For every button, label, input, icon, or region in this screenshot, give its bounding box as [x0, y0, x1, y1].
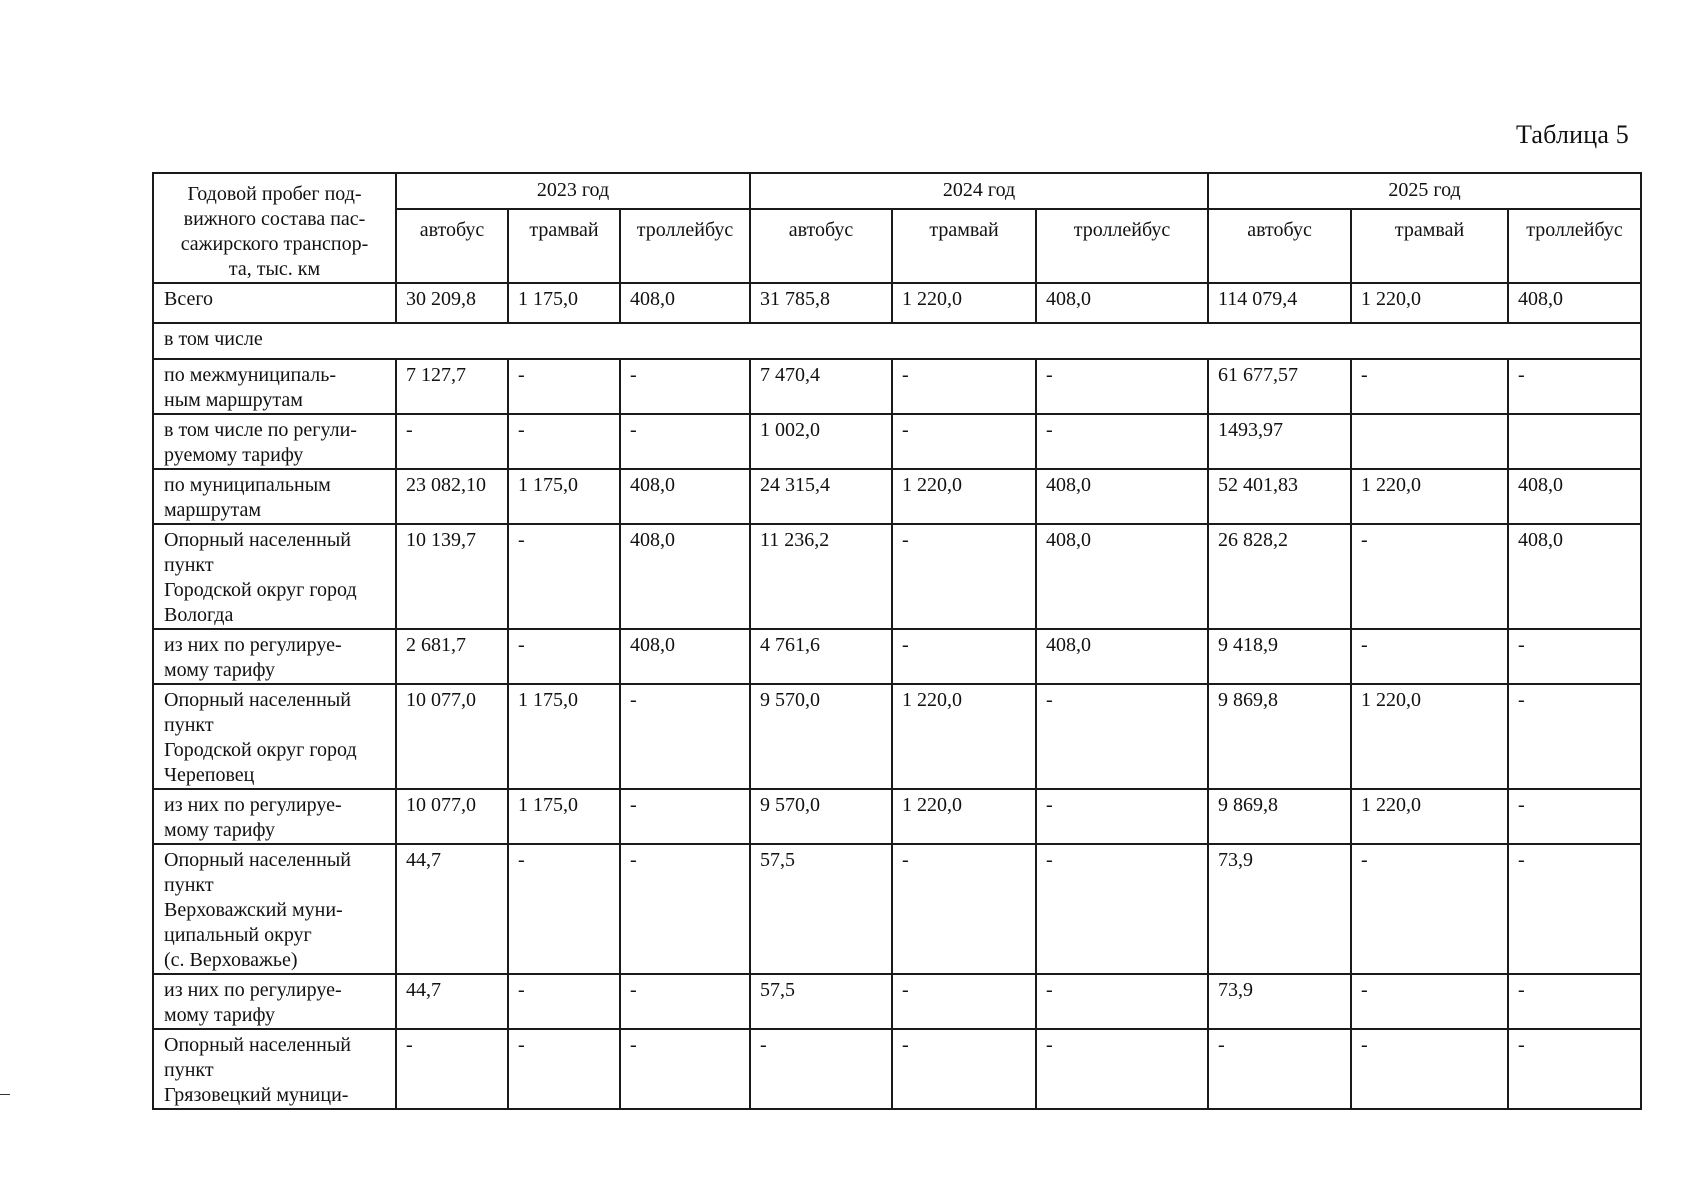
row-label: Опорный населенный пункт Грязовецкий муници-	[153, 1029, 396, 1109]
table-cell: 408,0	[620, 283, 750, 323]
table-row	[153, 359, 1641, 414]
table-cell: 7 127,7	[396, 359, 508, 414]
table-cell: -	[508, 414, 620, 469]
subcol-header: трамвай	[508, 209, 620, 283]
table-row	[153, 629, 1641, 684]
table-cell: 73,9	[1208, 974, 1351, 1029]
table-cell: -	[892, 524, 1036, 629]
table-row	[153, 789, 1641, 844]
year-header-2025: 2025 год	[1208, 173, 1641, 209]
table-cell: 1 175,0	[508, 283, 620, 323]
subcol-header: трамвай	[892, 209, 1036, 283]
table-cell: -	[620, 359, 750, 414]
table-cell: -	[750, 1029, 892, 1109]
table-cell: 114 079,4	[1208, 283, 1351, 323]
subcol-header: троллейбус	[1508, 209, 1641, 283]
table-cell: -	[508, 359, 620, 414]
table-cell: -	[620, 974, 750, 1029]
table-cell: -	[1351, 844, 1508, 974]
table-cell: 9 570,0	[750, 789, 892, 844]
table-cell: 10 139,7	[396, 524, 508, 629]
subcol-header: автобус	[1208, 209, 1351, 283]
table-cell: -	[1508, 629, 1641, 684]
table-cell: 1 175,0	[508, 469, 620, 524]
table-cell: 26 828,2	[1208, 524, 1351, 629]
table-cell: 73,9	[1208, 844, 1351, 974]
table-cell: 44,7	[396, 974, 508, 1029]
table-cell: 31 785,8	[750, 283, 892, 323]
table-row	[153, 414, 1641, 469]
table-cell: -	[620, 684, 750, 789]
table-cell: 408,0	[1508, 469, 1641, 524]
table-cell: 1 220,0	[1351, 469, 1508, 524]
table-cell: -	[620, 1029, 750, 1109]
table-row-total	[153, 283, 1641, 323]
page-edge-mark	[0, 1094, 10, 1095]
table-cell: 2 681,7	[396, 629, 508, 684]
table-cell: -	[892, 974, 1036, 1029]
table-cell: 408,0	[1036, 629, 1208, 684]
year-header-2023: 2023 год	[396, 173, 750, 209]
table-cell: -	[1508, 1029, 1641, 1109]
table-cell: -	[1508, 844, 1641, 974]
row-label: из них по регулируе- мому тарифу	[153, 789, 396, 844]
table-cell: -	[892, 414, 1036, 469]
table-cell: -	[892, 359, 1036, 414]
corner-header: Годовой пробег под- вижного состава пас- сажирского транспор- та, тыс. км	[153, 173, 396, 283]
table-cell: -	[1508, 974, 1641, 1029]
table-cell: 408,0	[620, 524, 750, 629]
table-cell: -	[620, 789, 750, 844]
table-cell	[1508, 414, 1641, 469]
table-cell: 9 418,9	[1208, 629, 1351, 684]
table-cell: 1 175,0	[508, 789, 620, 844]
table-cell: 24 315,4	[750, 469, 892, 524]
row-label: Опорный населенный пункт Городской округ город Вологда	[153, 524, 396, 629]
table-row	[153, 684, 1641, 789]
table-cell: 57,5	[750, 844, 892, 974]
table-cell: 408,0	[1036, 469, 1208, 524]
table-cell: 11 236,2	[750, 524, 892, 629]
table-cell: -	[1508, 359, 1641, 414]
table-cell: -	[620, 844, 750, 974]
table-row-subheading	[153, 323, 1641, 359]
table-cell: -	[892, 844, 1036, 974]
table-caption: Таблица 5	[1516, 120, 1629, 149]
table-cell: -	[1508, 684, 1641, 789]
table-cell: -	[1508, 789, 1641, 844]
table-cell: 1 002,0	[750, 414, 892, 469]
table-cell: 44,7	[396, 844, 508, 974]
table-row	[153, 844, 1641, 974]
subheading: в том числе	[153, 323, 1641, 359]
table-row	[153, 524, 1641, 629]
table-cell: -	[1036, 844, 1208, 974]
table-cell: -	[620, 414, 750, 469]
table-cell: 9 869,8	[1208, 684, 1351, 789]
table-cell: 1 220,0	[892, 283, 1036, 323]
table-cell: 408,0	[620, 629, 750, 684]
table-cell: -	[1036, 1029, 1208, 1109]
table-cell: 9 570,0	[750, 684, 892, 789]
table-cell: 408,0	[620, 469, 750, 524]
table-cell: -	[1036, 359, 1208, 414]
table-cell: 1493,97	[1208, 414, 1351, 469]
table-cell: 1 175,0	[508, 684, 620, 789]
table-cell: 1 220,0	[892, 789, 1036, 844]
table-cell: 408,0	[1508, 283, 1641, 323]
mileage-table	[152, 172, 1642, 1110]
table-cell: 57,5	[750, 974, 892, 1029]
table-cell: 1 220,0	[1351, 283, 1508, 323]
table-cell: -	[1036, 974, 1208, 1029]
table-cell: -	[1351, 629, 1508, 684]
row-label: Всего	[153, 283, 396, 323]
table-cell: 10 077,0	[396, 789, 508, 844]
subcol-header: автобус	[396, 209, 508, 283]
table-cell: -	[508, 1029, 620, 1109]
table-cell: -	[396, 414, 508, 469]
table-cell: -	[508, 524, 620, 629]
table-cell: -	[508, 974, 620, 1029]
row-label: в том числе по регули- руемому тарифу	[153, 414, 396, 469]
table-cell: 52 401,83	[1208, 469, 1351, 524]
table-cell: 408,0	[1508, 524, 1641, 629]
table-cell: -	[892, 1029, 1036, 1109]
table-cell: -	[396, 1029, 508, 1109]
table-cell: 1 220,0	[892, 684, 1036, 789]
table-cell: -	[1351, 1029, 1508, 1109]
subcol-header: троллейбус	[1036, 209, 1208, 283]
row-label: Опорный населенный пункт Городской округ город Череповец	[153, 684, 396, 789]
row-label: из них по регулируе- мому тарифу	[153, 974, 396, 1029]
year-header-2024: 2024 год	[750, 173, 1208, 209]
table-cell	[1351, 414, 1508, 469]
subcol-header: трамвай	[1351, 209, 1508, 283]
table-cell: 408,0	[1036, 524, 1208, 629]
table-cell: -	[1208, 1029, 1351, 1109]
subcol-header: автобус	[750, 209, 892, 283]
table-cell: -	[1036, 414, 1208, 469]
table-cell: 1 220,0	[1351, 684, 1508, 789]
table-cell: 23 082,10	[396, 469, 508, 524]
table-row	[153, 1029, 1641, 1109]
table-cell: -	[1351, 359, 1508, 414]
row-label: Опорный населенный пункт Верховажский муни- ципальный округ (с. Верховажье)	[153, 844, 396, 974]
table-cell: -	[1351, 524, 1508, 629]
row-label: из них по регулируе- мому тарифу	[153, 629, 396, 684]
table-cell: -	[508, 844, 620, 974]
table-cell: 61 677,57	[1208, 359, 1351, 414]
table-cell: 7 470,4	[750, 359, 892, 414]
table-cell: 4 761,6	[750, 629, 892, 684]
table-cell: -	[1036, 789, 1208, 844]
table-cell: -	[1036, 684, 1208, 789]
table-cell: -	[1351, 974, 1508, 1029]
table-cell: 10 077,0	[396, 684, 508, 789]
table-cell: -	[508, 629, 620, 684]
table-cell: 408,0	[1036, 283, 1208, 323]
row-label: по межмуниципаль- ным маршрутам	[153, 359, 396, 414]
table-row	[153, 974, 1641, 1029]
table-cell: 1 220,0	[892, 469, 1036, 524]
row-label: по муниципальным маршрутам	[153, 469, 396, 524]
table-cell: 30 209,8	[396, 283, 508, 323]
subcol-header: троллейбус	[620, 209, 750, 283]
table-cell: 1 220,0	[1351, 789, 1508, 844]
table-cell: 9 869,8	[1208, 789, 1351, 844]
table-row	[153, 469, 1641, 524]
table-cell: -	[892, 629, 1036, 684]
